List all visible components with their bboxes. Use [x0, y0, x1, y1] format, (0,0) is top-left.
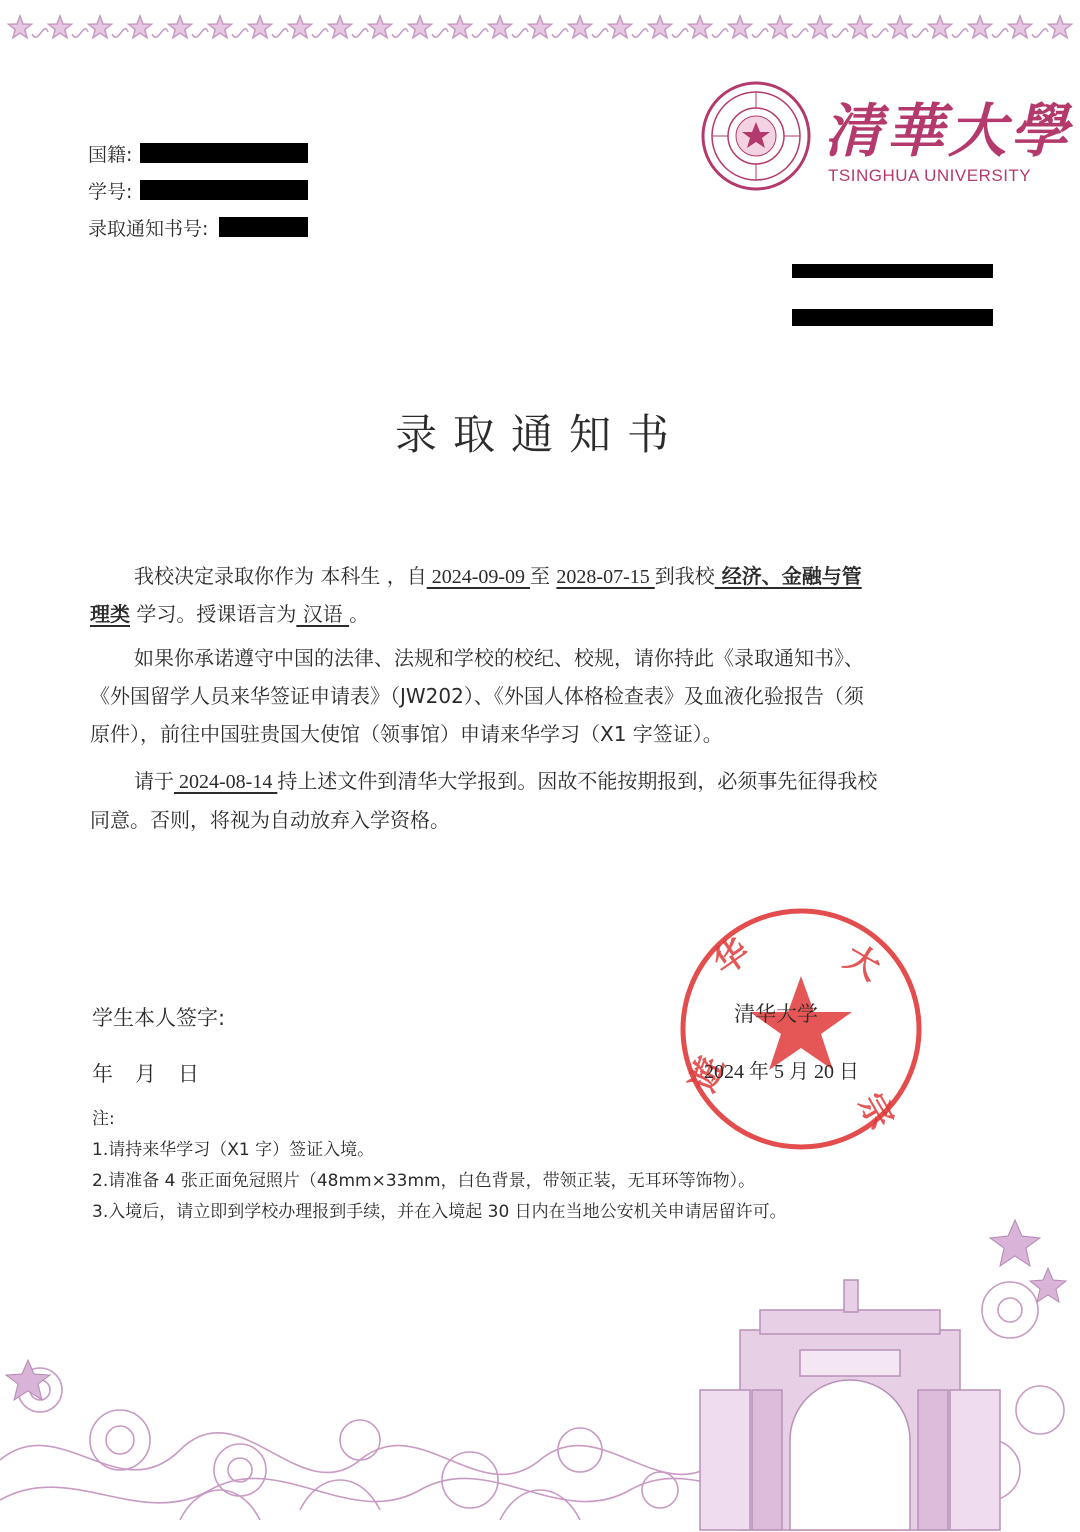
- student-id-label: 学号:: [88, 181, 133, 203]
- border-flower: [409, 16, 432, 38]
- border-swirl: [632, 29, 648, 37]
- border-swirl: [992, 29, 1008, 37]
- border-swirl: [1032, 29, 1048, 37]
- report-intro: 请于: [134, 769, 174, 793]
- nationality-redaction: [140, 143, 308, 163]
- border-swirl: [592, 29, 608, 37]
- svg-text:华: 华: [706, 931, 758, 984]
- address-redaction: [792, 309, 993, 326]
- border-flower: [249, 16, 272, 38]
- name-redaction: [792, 264, 993, 278]
- start-date: 2024-09-09: [426, 566, 531, 588]
- border-flower: [489, 16, 512, 38]
- border-flower: [9, 16, 32, 38]
- paragraph-2-line-3: 原件），前往中国驻贵国大使馆（领事馆）申请来华学习（X1 字签证）。: [90, 722, 723, 746]
- border-flower: [449, 16, 472, 38]
- language-intro: 学习。授课语言为: [130, 602, 297, 626]
- border-swirl: [192, 29, 208, 37]
- svg-text:遊: 遊: [682, 1051, 733, 1098]
- report-instructions: 持上述文件到清华大学报到。因故不能按期报到，必须事先征得我校: [277, 769, 878, 793]
- paragraph-2-line-1: 如果你承诺遵守中国的法律、法规和学校的校纪、校规，请你持此《录取通知书》、: [134, 646, 864, 670]
- border-flower: [529, 16, 552, 38]
- bottom-floral-gate-decoration: [0, 1210, 1080, 1532]
- border-swirl: [32, 29, 48, 37]
- border-flower: [289, 16, 312, 38]
- border-swirl: [432, 29, 448, 37]
- border-swirl: [232, 29, 248, 37]
- border-swirl: [552, 29, 568, 37]
- border-flower: [329, 16, 352, 38]
- border-flower: [209, 16, 232, 38]
- border-swirl: [352, 29, 368, 37]
- year-label: 年: [92, 1062, 113, 1086]
- border-flower: [769, 16, 792, 38]
- border-flower: [609, 16, 632, 38]
- svg-text:大: 大: [837, 937, 887, 989]
- day-label: 日: [178, 1062, 199, 1086]
- tsinghua-chinese-logotype: 清華大學: [824, 97, 1073, 165]
- border-swirl: [872, 29, 888, 37]
- border-flower: [129, 16, 152, 38]
- border-swirl: [392, 29, 408, 37]
- notes-heading: 注:: [92, 1109, 115, 1129]
- admission-intro: 我校决定录取你作为 本科生 ，自: [134, 564, 427, 588]
- official-red-stamp: [676, 904, 926, 1154]
- notice-number-redaction: [219, 217, 308, 237]
- border-flower: [1049, 16, 1072, 38]
- student-signature-label: 学生本人签字:: [92, 1006, 226, 1030]
- border-flower: [169, 16, 192, 38]
- border-flower: [729, 16, 752, 38]
- paragraph-2-line-2: 《外国留学人员来华签证申请表》（JW202）、《外国人体格检查表》及血液化验报告（须: [90, 684, 864, 708]
- paragraph-3-line-1: [134, 765, 877, 794]
- paragraph-3-line-2: 同意。否则，将视为自动放弃入学资格。: [90, 808, 450, 832]
- teaching-language: 汉语: [296, 602, 350, 626]
- border-flower: [89, 16, 112, 38]
- top-floral-border: [0, 0, 1080, 56]
- tsinghua-english-name: TSINGHUA UNIVERSITY: [828, 166, 1032, 185]
- border-swirl: [712, 29, 728, 37]
- note-item-3: 3.入境后，请立即到学校办理报到手续，并在入境起 30 日内在当地公安机关申请居留许可。: [92, 1202, 787, 1222]
- border-flower: [569, 16, 592, 38]
- paragraph-1-line-2: [90, 598, 369, 627]
- border-swirl: [512, 29, 528, 37]
- border-swirl: [272, 29, 288, 37]
- border-swirl: [672, 29, 688, 37]
- major-second-part: 理类: [90, 602, 130, 626]
- report-date: 2024-08-14: [174, 771, 278, 793]
- major-first-part: 经济、金融与管: [714, 564, 862, 588]
- border-flower: [929, 16, 952, 38]
- border-flower: [369, 16, 392, 38]
- signature-date: [92, 1058, 221, 1088]
- border-swirl: [472, 29, 488, 37]
- border-swirl: [312, 29, 328, 37]
- month-label: 月: [135, 1062, 156, 1086]
- note-item-1: 1.请持来华学习（X1 字）签证入境。: [92, 1140, 375, 1160]
- nationality-label: 国籍:: [88, 144, 133, 166]
- document-title: 录取通知书: [394, 410, 685, 459]
- border-swirl: [832, 29, 848, 37]
- tsinghua-seal-logo: [700, 80, 812, 192]
- border-swirl: [72, 29, 88, 37]
- student-id-redaction: [140, 180, 308, 200]
- border-swirl: [952, 29, 968, 37]
- border-flower: [889, 16, 912, 38]
- notice-number-label: 录取通知书号:: [88, 218, 209, 240]
- border-flower: [969, 16, 992, 38]
- border-swirl: [912, 29, 928, 37]
- stamp-university-name: 清华大学: [734, 1002, 818, 1026]
- paragraph-1-line-1: [134, 560, 862, 589]
- border-flower: [849, 16, 872, 38]
- border-flower: [1009, 16, 1032, 38]
- border-swirl: [112, 29, 128, 37]
- border-flower: [649, 16, 672, 38]
- border-swirl: [152, 29, 168, 37]
- stamp-date: 2024 年 5 月 20 日: [704, 1061, 859, 1083]
- border-flower: [809, 16, 832, 38]
- to-school: 到我校: [654, 564, 715, 588]
- to-word: 至: [530, 564, 557, 588]
- end-date: 2028-07-15: [556, 566, 655, 588]
- border-flower: [49, 16, 72, 38]
- period-mark: 。: [349, 602, 370, 626]
- border-flower: [689, 16, 712, 38]
- svg-text:宗: 宗: [850, 1086, 902, 1136]
- border-swirl: [792, 29, 808, 37]
- border-swirl: [752, 29, 768, 37]
- note-item-2: 2.请准备 4 张正面免冠照片（48mm×33mm，白色背景，带领正装，无耳环等饰物）。: [92, 1171, 756, 1191]
